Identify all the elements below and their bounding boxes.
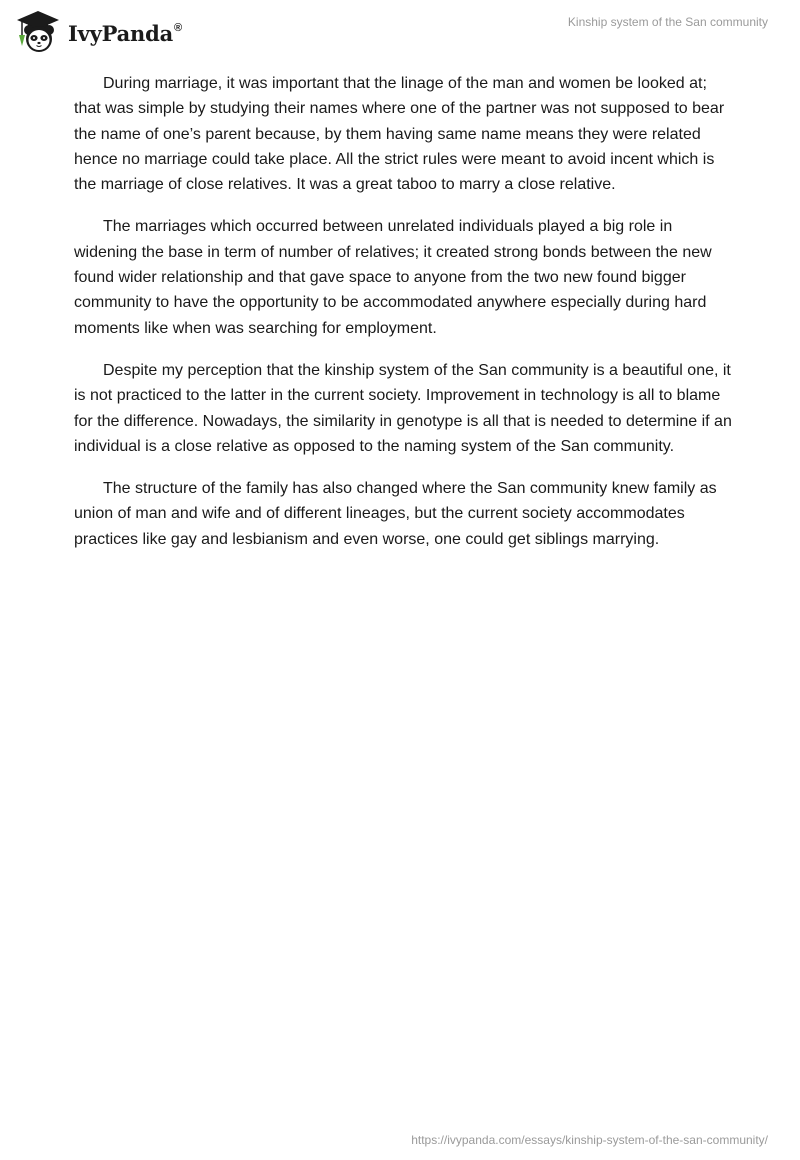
panda-graduate-icon	[14, 8, 62, 56]
registered-mark: ®	[174, 21, 182, 34]
essay-body	[74, 71, 734, 569]
running-title: Kinship system of the San community	[567, 15, 768, 29]
paragraph-1: During marriage, it was important that the linage of the man and women be looked at; that was simple by studying their names where one of the partner was not supposed to bear the name of one’s parent because, by them having same name means they were related hence no marriage could take place. All the strict rules were meant to avoid incent which is the marriage of close relatives. It was a great taboo to marry a close relative.	[74, 75, 725, 194]
ivypanda-logo[interactable]	[14, 8, 182, 56]
page-header	[0, 0, 800, 64]
paragraph-4: The structure of the family has also changed where the San community knew family as union of man and wife and of different lineages, but the current society accommodates practices like gay and lesbianism and even worse, one could get siblings marrying.	[74, 480, 717, 548]
paragraph-2: The marriages which occurred between unrelated individuals played a big role in widening the base in term of number of relatives; it created strong bonds between the new found wider relationship and that gave space to anyone from the two new found bigger community to have the opportunity to be accommodated anywhere especially during hard moments like when was searching for employment.	[74, 218, 712, 337]
source-url-link[interactable]: https://ivypanda.com/essays/kinship-system-of-the-san-community/	[411, 1133, 768, 1147]
brand-name: IvyPanda®	[68, 20, 182, 46]
paragraph-3: Despite my perception that the kinship system of the San community is a beautiful one, it is not practiced to the latter in the current society. Improvement in technology is all to blame for the difference. Nowadays, the similarity in genotype is all that is needed to determine if an individual is a close relative as opposed to the naming system of the San community.	[74, 361, 732, 455]
